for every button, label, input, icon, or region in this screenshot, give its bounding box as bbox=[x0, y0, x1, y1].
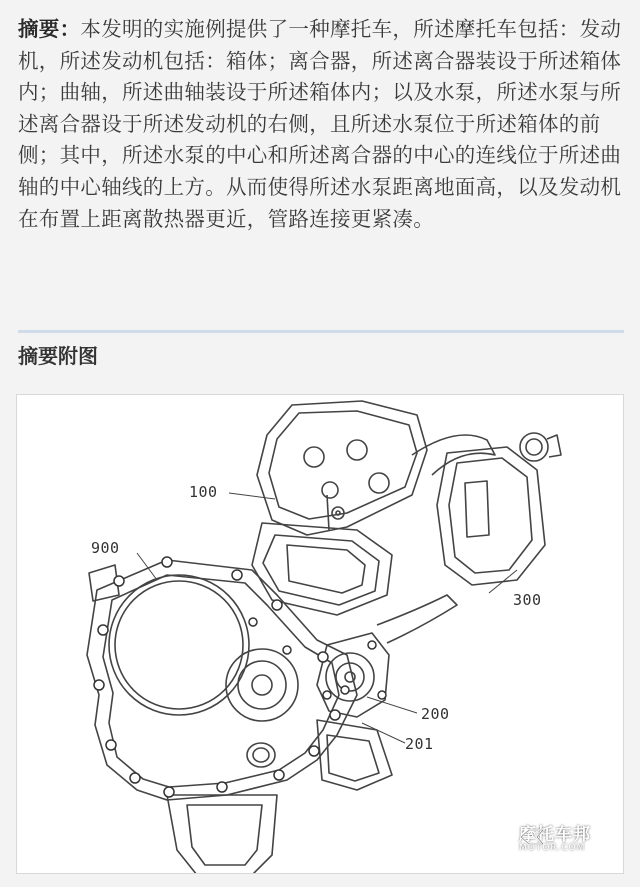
section-divider bbox=[18, 330, 624, 333]
abstract-text: 本发明的实施例提供了一种摩托车，所述摩托车包括：发动机，所述发动机包括：箱体；离合器，所述离合器装设于所述箱体内；曲轴，所述曲轴装设于所述箱体内；以及水泵，所述水泵与所述离合器设于所述发动机的右侧，且所述水泵位于所述箱体的前侧；其中，所述水泵的中心和所述离合器的中心的连线位于所述曲轴的中心轴线的上方。从而使得所述水泵距离地面高，以及发动机在布置上距离散热器更近，管路连接更紧凑。 bbox=[18, 17, 622, 231]
watermark-cn: 摩托车邦 bbox=[519, 825, 591, 845]
callout-900: 900 bbox=[91, 539, 120, 557]
clutch-cover bbox=[109, 575, 249, 715]
engine-drawing bbox=[17, 395, 624, 874]
section-title: 摘要附图 bbox=[18, 344, 98, 368]
abstract-figure bbox=[16, 394, 624, 874]
watermark bbox=[519, 827, 591, 853]
abstract-paragraph bbox=[18, 14, 624, 235]
throttle-body bbox=[437, 447, 545, 585]
abstract-label: 摘要： bbox=[18, 17, 81, 41]
cylinder-head bbox=[257, 401, 427, 535]
watermark-en: MOTOR.COM bbox=[519, 843, 586, 853]
crankcase bbox=[87, 560, 357, 800]
watermark-logo-icon bbox=[519, 827, 545, 847]
callout-300: 300 bbox=[513, 591, 542, 609]
callout-200: 200 bbox=[421, 705, 450, 723]
callout-201: 201 bbox=[405, 735, 434, 753]
callout-100: 100 bbox=[189, 483, 218, 501]
water-pump bbox=[326, 653, 374, 701]
